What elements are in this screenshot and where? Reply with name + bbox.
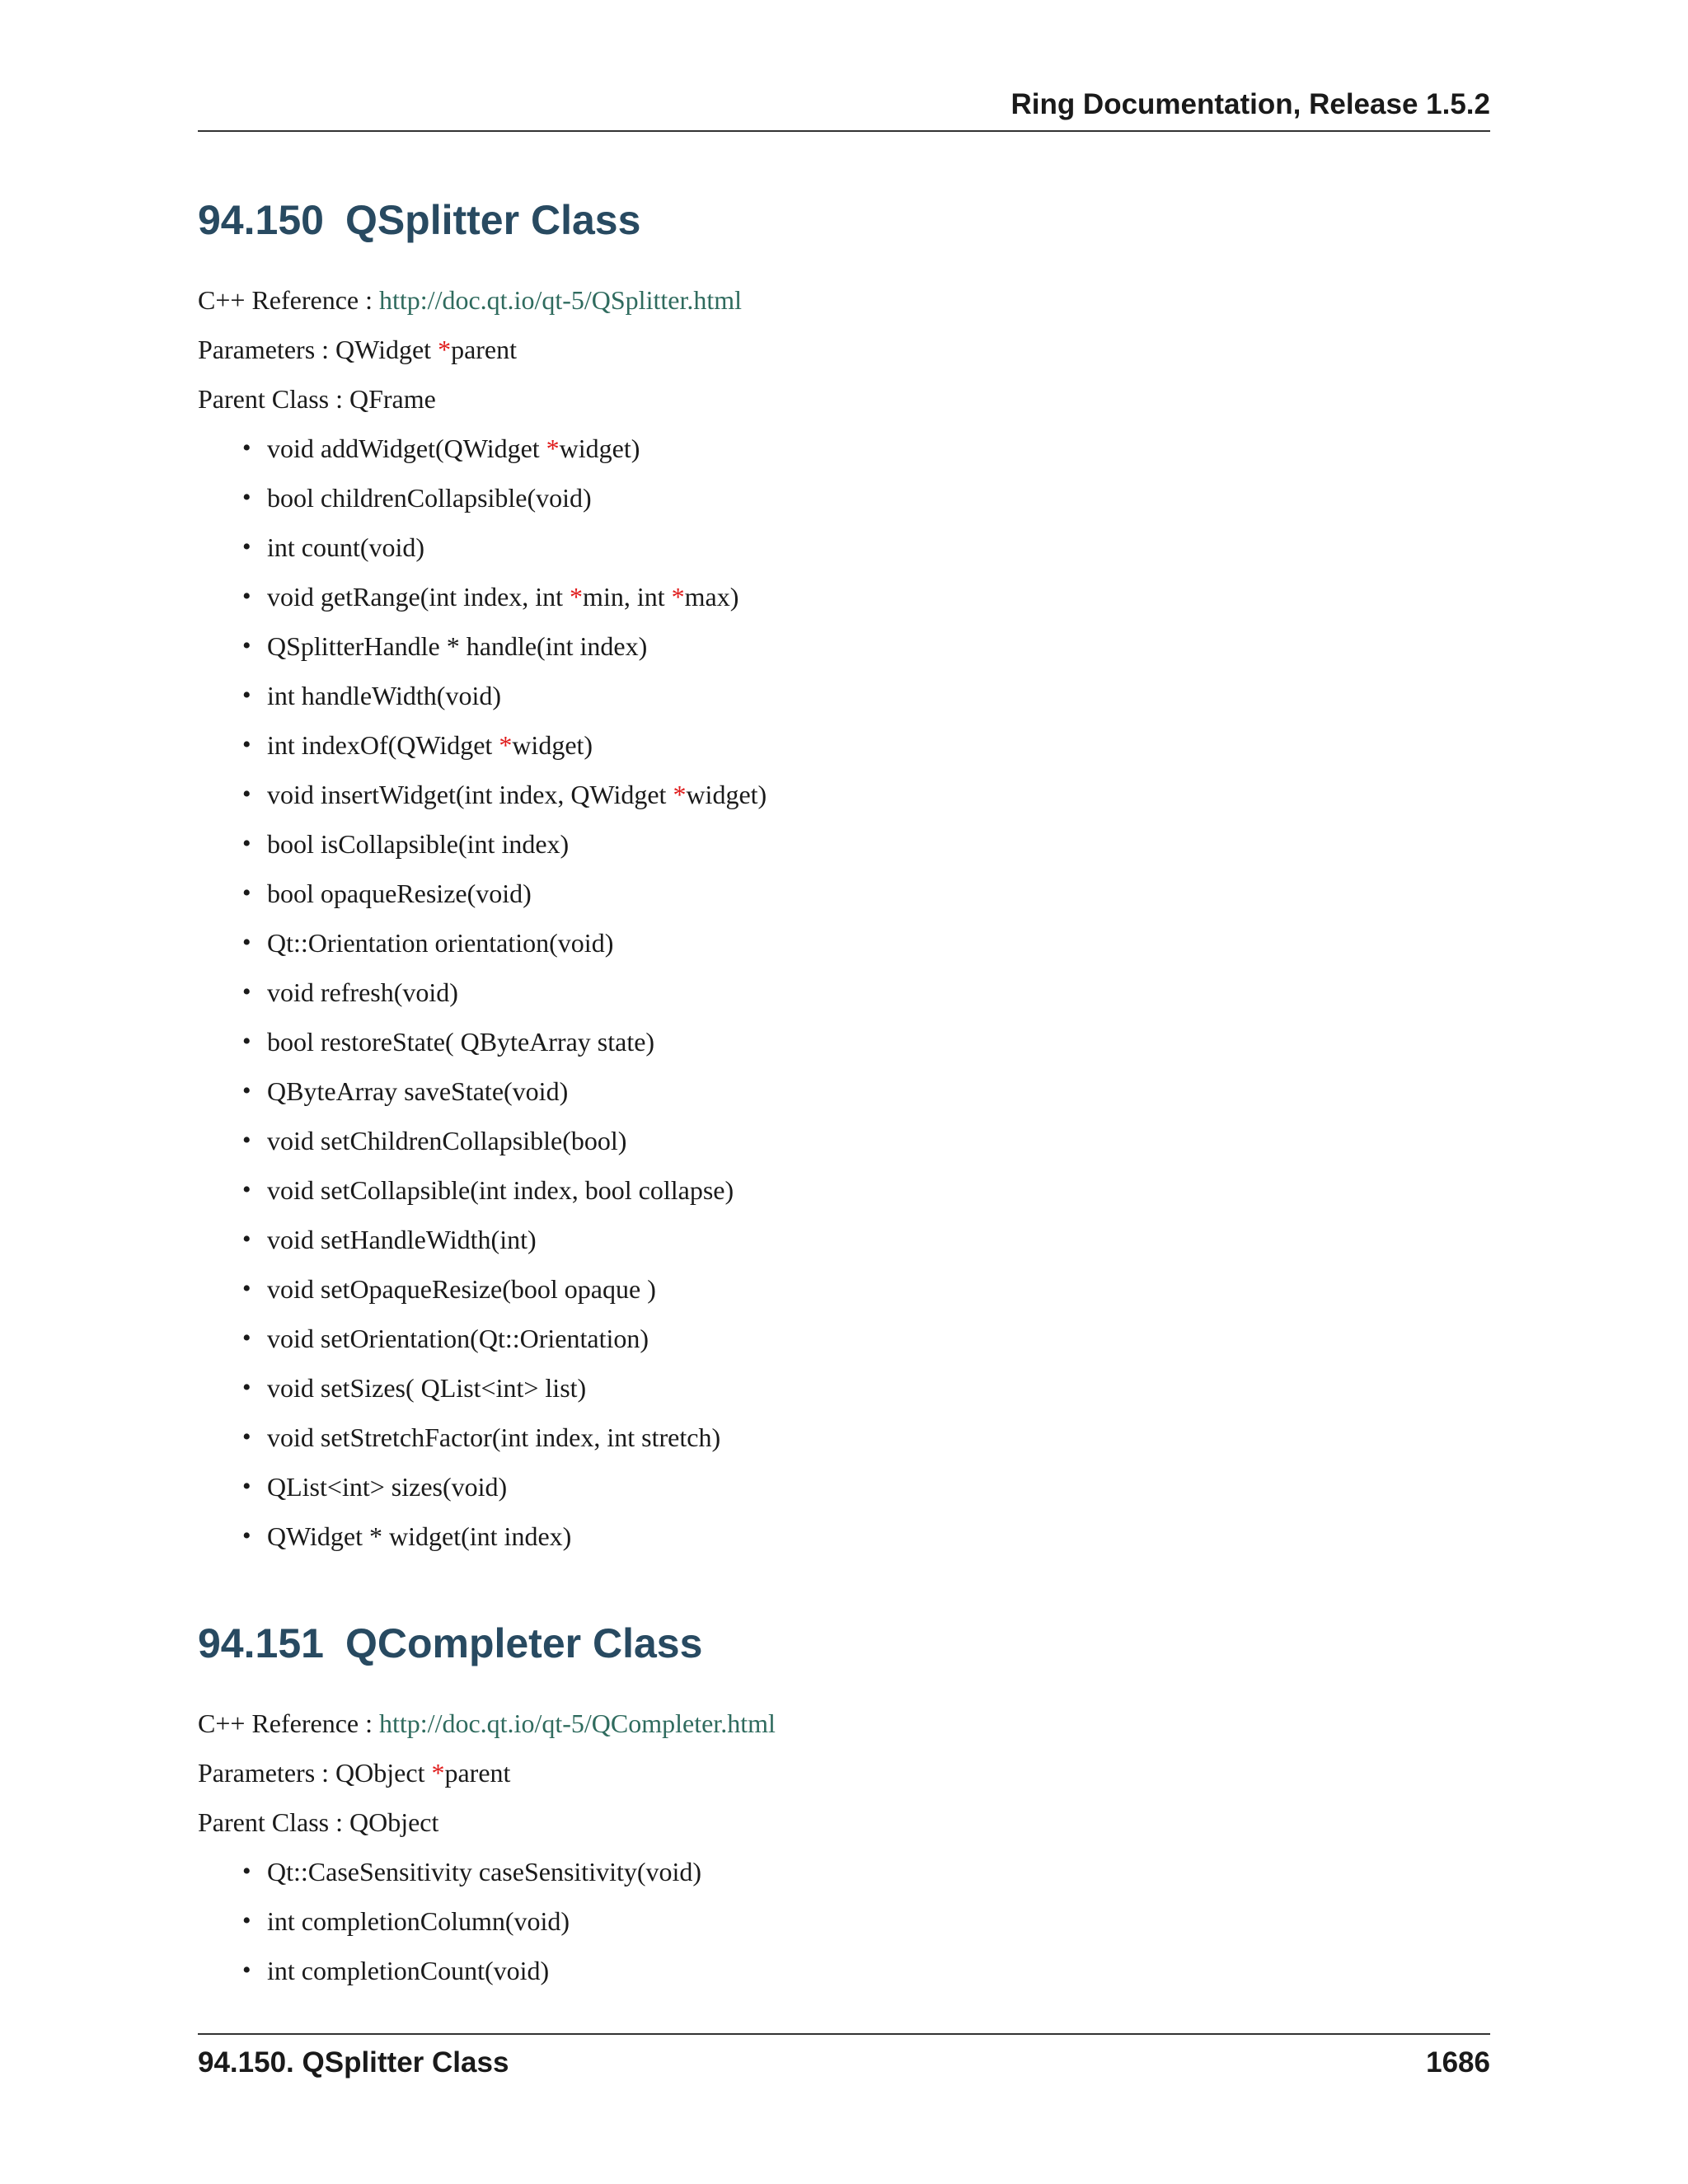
bullet-icon: •	[242, 879, 251, 907]
pointer-star: *	[431, 1758, 445, 1788]
method-item: • QList<int> sizes(void)	[267, 1462, 1490, 1511]
running-header	[198, 89, 1490, 132]
method-item: • int count(void)	[267, 523, 1490, 572]
section-qcompleter	[198, 1615, 1490, 1995]
section-title: QSplitter Class	[345, 197, 641, 243]
bullet-icon: •	[242, 1077, 251, 1104]
bullet-icon: •	[242, 731, 251, 758]
bullet-icon: •	[242, 1127, 251, 1154]
method-item: • void setStretchFactor(int index, int stretch)	[267, 1413, 1490, 1462]
bullet-icon: •	[242, 533, 251, 560]
method-item: • QSplitterHandle * handle(int index)	[267, 621, 1490, 671]
cpp-reference-link[interactable]: http://doc.qt.io/qt-5/QCompleter.html	[379, 1708, 776, 1738]
pointer-star: *	[499, 730, 513, 760]
method-item: • int indexOf(QWidget *widget)	[267, 720, 1490, 770]
bullet-icon: •	[242, 830, 251, 857]
parent-class-value: QObject	[349, 1807, 439, 1837]
pointer-star: *	[438, 335, 452, 364]
bullet-icon: •	[242, 1028, 251, 1055]
pointer-star: *	[673, 780, 687, 809]
method-item: • QByteArray saveState(void)	[267, 1066, 1490, 1116]
parameters-name: parent	[444, 1758, 511, 1788]
bullet-icon: •	[242, 929, 251, 956]
parameters-name: parent	[451, 335, 518, 364]
cpp-reference-line	[198, 1699, 1490, 1748]
method-item: • void insertWidget(int index, QWidget *widget)	[267, 770, 1490, 819]
cpp-reference-label: C++ Reference :	[198, 1708, 379, 1738]
method-item: • void setChildrenCollapsible(bool)	[267, 1116, 1490, 1165]
parent-class-line	[198, 1797, 1490, 1847]
bullet-icon: •	[242, 1522, 251, 1549]
method-item: • Qt::CaseSensitivity caseSensitivity(void)	[267, 1847, 1490, 1896]
parameters-line	[198, 325, 1490, 374]
section-title: QCompleter Class	[345, 1620, 703, 1666]
running-footer	[198, 2033, 1490, 2084]
cpp-reference-line	[198, 275, 1490, 325]
section-number: 94.150	[198, 197, 324, 243]
method-item: • int handleWidth(void)	[267, 671, 1490, 720]
bullet-icon: •	[242, 434, 251, 462]
bullet-icon: •	[242, 484, 251, 511]
parameters-label: Parameters :	[198, 335, 336, 364]
method-item: • void setSizes( QList<int> list)	[267, 1363, 1490, 1413]
pointer-star: *	[546, 434, 560, 463]
parameters-label: Parameters :	[198, 1758, 336, 1788]
bullet-icon: •	[242, 1374, 251, 1401]
method-item: • void setOpaqueResize(bool opaque )	[267, 1264, 1490, 1314]
parent-class-line	[198, 374, 1490, 424]
method-item: • void addWidget(QWidget *widget)	[267, 424, 1490, 473]
bullet-icon: •	[242, 1226, 251, 1253]
method-item: • QWidget * widget(int index)	[267, 1511, 1490, 1561]
bullet-icon: •	[242, 1324, 251, 1352]
method-item: • int completionCount(void)	[267, 1946, 1490, 1995]
section-heading	[198, 191, 1490, 249]
bullet-icon: •	[242, 978, 251, 1005]
method-item: • Qt::Orientation orientation(void)	[267, 918, 1490, 968]
section-heading	[198, 1615, 1490, 1672]
footer-section: 94.150. QSplitter Class	[198, 2046, 509, 2079]
bullet-icon: •	[242, 1275, 251, 1302]
parameters-line	[198, 1748, 1490, 1797]
cpp-reference-link[interactable]: http://doc.qt.io/qt-5/QSplitter.html	[379, 285, 742, 315]
bullet-icon: •	[242, 780, 251, 808]
bullet-icon: •	[242, 1957, 251, 1984]
bullet-icon: •	[242, 632, 251, 659]
method-list	[198, 1847, 1490, 1995]
method-item: • bool childrenCollapsible(void)	[267, 473, 1490, 523]
header-title: Ring Documentation, Release 1.5.2	[1010, 88, 1490, 120]
section-qsplitter	[198, 191, 1490, 1561]
cpp-reference-label: C++ Reference :	[198, 285, 379, 315]
bullet-icon: •	[242, 1858, 251, 1885]
page-number: 1686	[1426, 2046, 1490, 2079]
method-item: • void setCollapsible(int index, bool collapse)	[267, 1165, 1490, 1215]
bullet-icon: •	[242, 1473, 251, 1500]
method-item: • void setHandleWidth(int)	[267, 1215, 1490, 1264]
section-number: 94.151	[198, 1620, 324, 1666]
document-page	[198, 0, 1490, 2184]
parent-class-label: Parent Class :	[198, 384, 349, 414]
pointer-star: *	[570, 582, 584, 612]
bullet-icon: •	[242, 1176, 251, 1203]
bullet-icon: •	[242, 583, 251, 610]
method-item: • int completionColumn(void)	[267, 1896, 1490, 1946]
method-item: • void refresh(void)	[267, 968, 1490, 1017]
method-list	[198, 424, 1490, 1561]
parent-class-label: Parent Class :	[198, 1807, 349, 1837]
method-item: • bool restoreState( QByteArray state)	[267, 1017, 1490, 1066]
method-item: • void getRange(int index, int *min, int *max)	[267, 572, 1490, 621]
method-item: • bool opaqueResize(void)	[267, 869, 1490, 918]
bullet-icon: •	[242, 682, 251, 709]
pointer-star: *	[671, 582, 685, 612]
bullet-icon: •	[242, 1907, 251, 1934]
method-item: • bool isCollapsible(int index)	[267, 819, 1490, 869]
method-item: • void setOrientation(Qt::Orientation)	[267, 1314, 1490, 1363]
parent-class-value: QFrame	[349, 384, 436, 414]
bullet-icon: •	[242, 1423, 251, 1451]
parameters-type: QWidget	[335, 335, 438, 364]
parameters-type: QObject	[335, 1758, 432, 1788]
